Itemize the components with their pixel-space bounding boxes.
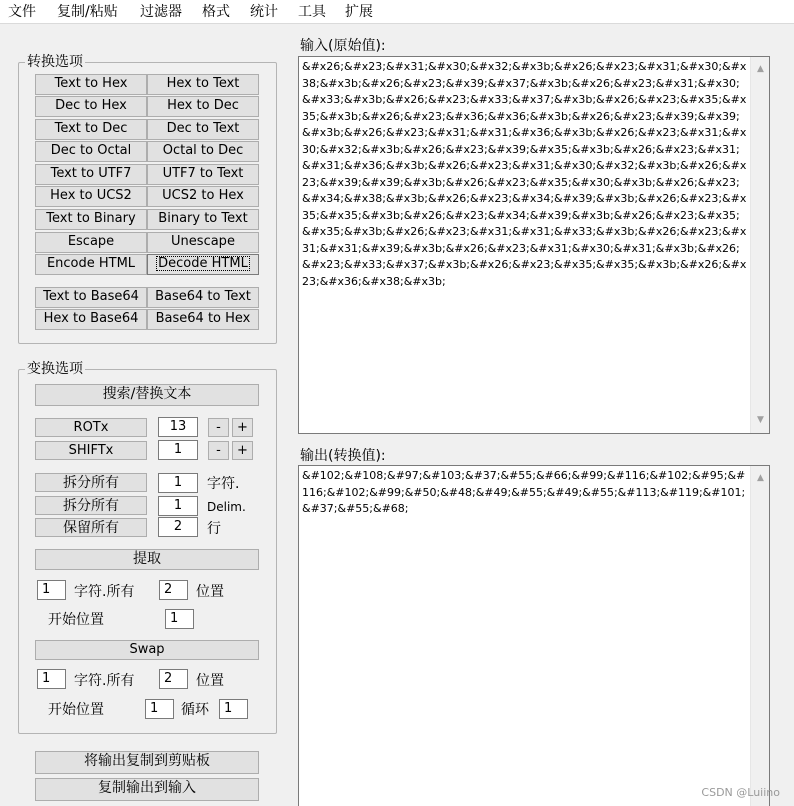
swap-loop-input[interactable]: 1 xyxy=(219,699,248,719)
encode-html-button[interactable]: Encode HTML xyxy=(35,254,147,275)
split-chars-unit: 字符. xyxy=(207,476,240,492)
text-to-binary-button[interactable]: Text to Binary xyxy=(35,209,147,230)
hex-to-base64-button[interactable]: Hex to Base64 xyxy=(35,309,147,330)
text-to-dec-button[interactable]: Text to Dec xyxy=(35,119,147,140)
dec-to-text-button[interactable]: Dec to Text xyxy=(147,119,259,140)
copy-output-to-clipboard-button[interactable]: 将输出复制到剪贴板 xyxy=(35,751,259,774)
hex-to-text-button[interactable]: Hex to Text xyxy=(147,74,259,95)
rot-decrease-button[interactable]: - xyxy=(208,418,229,437)
swap-start-input[interactable]: 1 xyxy=(145,699,174,719)
swap-loop-label: 循环 xyxy=(181,702,209,718)
extract-start-input[interactable]: 1 xyxy=(165,609,194,629)
menu-copy-paste[interactable]: 复制/粘贴 xyxy=(57,4,118,20)
output-text: &#102;&#108;&#97;&#103;&#37;&#55;&#66;&#99;&#116;&#102;&#95;&#116;&#102;&#99;&#50;&#48;&#49;&#55;&#49;&#55;&#113;&#119;&#101;&#37;&#55;&#68; xyxy=(302,469,746,515)
split-delim-input[interactable]: 1 xyxy=(158,496,198,516)
menu-tools[interactable]: 工具 xyxy=(298,4,326,20)
menu-bar xyxy=(0,0,794,24)
base64-to-text-button[interactable]: Base64 to Text xyxy=(147,287,259,308)
extract-button[interactable]: 提取 xyxy=(35,549,259,570)
search-replace-button[interactable]: 搜索/替换文本 xyxy=(35,384,259,406)
input-label: 输入(原始值): xyxy=(300,38,386,54)
split-chars-input[interactable]: 1 xyxy=(158,473,198,493)
extract-pos-input[interactable]: 2 xyxy=(159,580,188,600)
unescape-button[interactable]: Unescape xyxy=(147,232,259,253)
swap-chars-label: 字符.所有 xyxy=(74,673,135,689)
keep-unit: 行 xyxy=(207,521,221,537)
swap-start-label: 开始位置 xyxy=(48,702,104,718)
menu-file[interactable]: 文件 xyxy=(8,4,36,20)
shift-decrease-button[interactable]: - xyxy=(208,441,229,460)
menu-format[interactable]: 格式 xyxy=(202,4,230,20)
base64-to-hex-button[interactable]: Base64 to Hex xyxy=(147,309,259,330)
hex-to-dec-button[interactable]: Hex to Dec xyxy=(147,96,259,117)
rot-value-input[interactable]: 13 xyxy=(158,417,198,437)
extract-pos-label: 位置 xyxy=(196,584,224,600)
escape-button[interactable]: Escape xyxy=(35,232,147,253)
input-textarea[interactable] xyxy=(298,56,770,434)
input-text: &#x26;&#x23;&#x31;&#x30;&#x32;&#x3b;&#x26;&#x23;&#x31;&#x30;&#x38;&#x3b;&#x26;&#x23;&#x39;&#x37;&#x3b;&#x26;&#x23;&#x31;&#x30;&#x33;&#x3b;&#x26;&#x23;&#x33;&#x37;&#x3b;&#x26;&#x23;&#x35;&#x35;&#x3b;&#x26;&#x23;&#x36;&#x36;&#x3b;&#x26;&#x23;&#x39;&#x39;&#x3b;&#x26;&#x23;&#x31;&#x31;&#x36;&#x3b;&#x26;&#x23;&#x31;&#x30;&#x32;&#x3b;&#x26;&#x23;&#x39;&#x35;&#x3b;&#x26;&#x23;&#x31;&#x31;&#x36;&#x3b;&#x26;&#x23;&#x31;&#x30;&#x32;&#x3b;&#x26;&#x23;&#x39;&#x39;&#x3b;&#x26;&#x23;&#x35;&#x30;&#x3b;&#x26;&#x23;&#x34;&#x38;&#x3b;&#x26;&#x23;&#x34;&#x39;&#x3b;&#x26;&#x23;&#x35;&#x35;&#x3b;&#x26;&#x23;&#x34;&#x39;&#x3b;&#x26;&#x23;&#x35;&#x35;&#x3b;&#x26;&#x23;&#x31;&#x31;&#x33;&#x3b;&#x26;&#x23;&#x31;&#x31;&#x39;&#x3b;&#x26;&#x23;&#x31;&#x30;&#x31;&#x3b;&#x26;&#x23;&#x33;&#x37;&#x3b;&#x26;&#x23;&#x35;&#x35;&#x3b;&#x26;&#x23;&#x36;&#x38;&#x3b; xyxy=(302,60,747,288)
dec-to-hex-button[interactable]: Dec to Hex xyxy=(35,96,147,117)
output-scrollbar[interactable] xyxy=(750,466,769,806)
split-delim-unit: Delim. xyxy=(207,500,246,514)
hex-to-ucs2-button[interactable]: Hex to UCS2 xyxy=(35,186,147,207)
extract-chars-input[interactable]: 1 xyxy=(37,580,66,600)
rot-button[interactable]: ROTx xyxy=(35,418,147,437)
swap-pos-label: 位置 xyxy=(196,673,224,689)
menu-stats[interactable]: 统计 xyxy=(250,4,278,20)
scroll-up-icon[interactable]: ▲ xyxy=(757,64,764,74)
output-textarea[interactable] xyxy=(298,465,770,806)
ucs2-to-hex-button[interactable]: UCS2 to Hex xyxy=(147,186,259,207)
text-to-utf7-button[interactable]: Text to UTF7 xyxy=(35,164,147,185)
swap-chars-input[interactable]: 1 xyxy=(37,669,66,689)
extract-start-label: 开始位置 xyxy=(48,612,104,628)
shift-increase-button[interactable]: + xyxy=(232,441,253,460)
transform-options-title: 变换选项 xyxy=(27,361,83,377)
scroll-down-icon[interactable]: ▼ xyxy=(757,415,764,425)
utf7-to-text-button[interactable]: UTF7 to Text xyxy=(147,164,259,185)
swap-pos-input[interactable]: 2 xyxy=(159,669,188,689)
split-delim-button[interactable]: 拆分所有 xyxy=(35,496,147,515)
input-scrollbar[interactable] xyxy=(750,57,769,433)
copy-output-to-input-button[interactable]: 复制输出到输入 xyxy=(35,778,259,801)
text-to-hex-button[interactable]: Text to Hex xyxy=(35,74,147,95)
menu-filter[interactable]: 过滤器 xyxy=(140,4,182,20)
keep-value-input[interactable]: 2 xyxy=(158,517,198,537)
swap-button[interactable]: Swap xyxy=(35,640,259,660)
split-chars-button[interactable]: 拆分所有 xyxy=(35,473,147,492)
rot-increase-button[interactable]: + xyxy=(232,418,253,437)
binary-to-text-button[interactable]: Binary to Text xyxy=(147,209,259,230)
decode-html-button[interactable]: Decode HTML xyxy=(147,254,259,275)
shift-value-input[interactable]: 1 xyxy=(158,440,198,460)
menu-extensions[interactable]: 扩展 xyxy=(345,4,373,20)
text-to-base64-button[interactable]: Text to Base64 xyxy=(35,287,147,308)
dec-to-octal-button[interactable]: Dec to Octal xyxy=(35,141,147,162)
extract-chars-label: 字符.所有 xyxy=(74,584,135,600)
watermark: CSDN @Luiino xyxy=(701,786,780,799)
output-label: 输出(转换值): xyxy=(300,448,386,464)
octal-to-dec-button[interactable]: Octal to Dec xyxy=(147,141,259,162)
keep-all-button[interactable]: 保留所有 xyxy=(35,518,147,537)
shift-button[interactable]: SHIFTx xyxy=(35,441,147,460)
convert-options-title: 转换选项 xyxy=(27,54,83,70)
scroll-up-icon[interactable]: ▲ xyxy=(757,473,764,483)
